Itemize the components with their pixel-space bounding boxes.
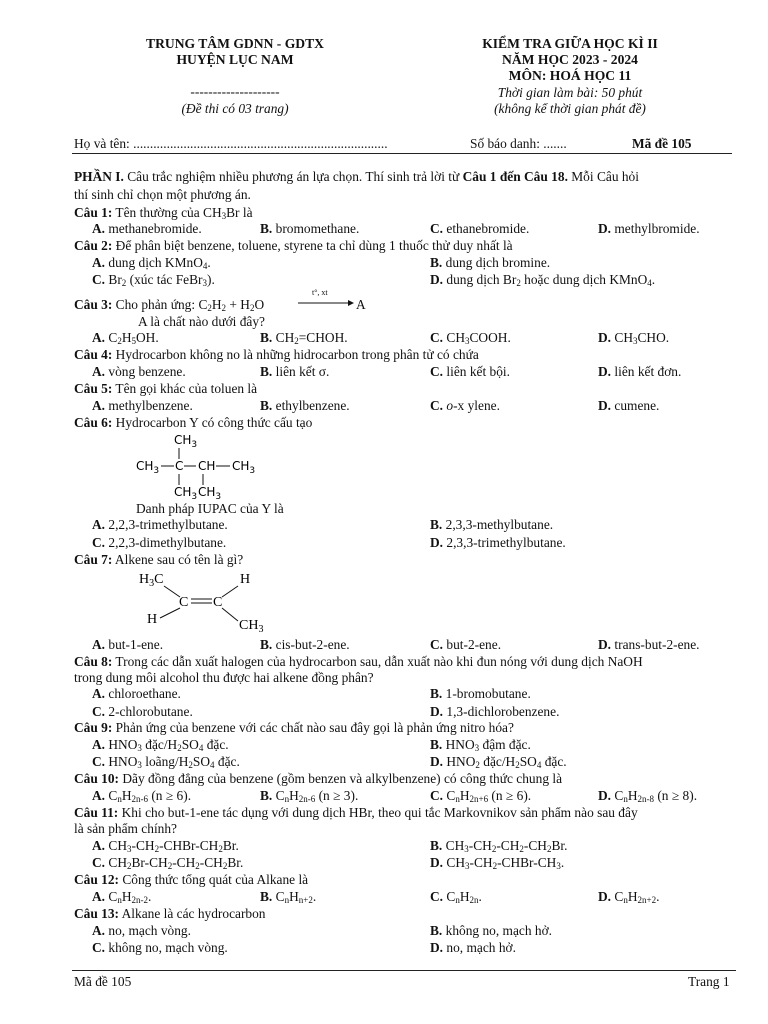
exam-title: KIỂM TRA GIỮA HỌC KÌ II <box>482 36 658 51</box>
question-7: Câu 7: Alkene sau có tên là gì? <box>74 552 244 567</box>
question-1: Câu 1: Tên thường của $CH_3Br$ là <box>74 205 253 221</box>
question-9-options-cd: C. $HNO_3$ loãng/$H_2SO_4$ đặc. D. $HNO_2$ đặc/$H_2SO_4$ đặc. <box>92 754 567 770</box>
svg-text:CH3: $CH_3$ <box>136 459 160 476</box>
structure-y-diagram <box>130 430 270 502</box>
footer-divider <box>72 970 736 971</box>
question-13: Câu 13: Alkane là các hydrocarbon <box>74 906 266 921</box>
reaction-condition: t°, xt <box>312 288 328 297</box>
time-limit: Thời gian làm bài: 50 phút <box>497 85 643 100</box>
question-8: Câu 8: Trong các dẫn xuất halogen của hydrocarbon sau, dẫn xuất nào khi đun nóng với dung dịch NaOH <box>74 654 643 669</box>
reaction-product: A <box>356 297 366 312</box>
question-8-line2: trong dung môi alcohol thu được hai alkene đồng phân? <box>74 670 374 685</box>
question-6-options-cd: C. 2,2,3-dimethylbutane. D. 2,3,3-trimethylbutane. <box>92 535 566 550</box>
question-2: Câu 2: Để phân biệt benzene, toluene, styrene ta chỉ dùng 1 thuốc thử duy nhất là <box>74 238 513 253</box>
student-name-field: Họ và tên: ............................................................................ <box>74 136 388 151</box>
question-3: Câu 3: Cho phản ứng: $C_2H_2 + H_2O$ <box>74 297 265 313</box>
svg-text:H: H <box>147 612 158 627</box>
footer-exam-code: Mã đề 105 <box>74 974 132 989</box>
question-2-options-ab: A. dung dịch KMnO$_4$. B. dung dịch bromine. <box>92 255 551 271</box>
question-6-options-ab: A. 2,2,3-trimethylbutane. B. 2,3,3-methylbutane. <box>92 517 554 532</box>
question-12: Câu 12: Công thức tổng quát của Alkane là <box>74 872 309 887</box>
question-10-options: A. $C_nH_{2n-6}$ (n ≥ 6). B. $C_nH_{2n-6}$ (n ≥ 3). C. $C_nH_{2n+6}$ (n ≥ 6). D. $C_nH_{2n-8}$ (n ≥ 8). <box>92 788 698 804</box>
svg-text:C: C <box>175 459 184 473</box>
question-4: Câu 4: Hydrocarbon không no là những hidrocarbon trong phân tử có chứa <box>74 347 479 362</box>
svg-text:H3C: $H_3C$ <box>139 572 164 589</box>
svg-text:CH3: $CH_3$ <box>174 485 198 502</box>
header-divider <box>72 153 732 154</box>
footer-page-number: Trang 1 <box>688 974 730 989</box>
question-6-line2: Danh pháp IUPAC của Y là <box>136 501 284 516</box>
section-instructions: PHẦN I. Câu trắc nghiệm nhiều phương án lựa chọn. Thí sinh trả lời từ Câu 1 đến Câu 18. Mỗi Câu hỏi <box>74 169 639 184</box>
question-9: Câu 9: Phản ứng của benzene với các chất nào sau đây gọi là phản ứng nitro hóa? <box>74 720 514 735</box>
question-6: Câu 6: Hydrocarbon Y có công thức cấu tạo <box>74 415 313 430</box>
question-5-options: A. methylbenzene. B. ethylbenzene. C. o-x ylene. D. cumene. <box>92 398 660 413</box>
question-1-options: A. methanebromide. B. bromomethane. C. ethanebromide. D. methylbromide. <box>92 221 700 236</box>
question-11: Câu 11: Khi cho but-1-ene tác dụng với dung dịch HBr, theo qui tắc Markovnikov sản phẩm nào sau đây <box>74 805 638 820</box>
svg-text:C: C <box>213 595 223 610</box>
alkene-structure-diagram <box>136 566 276 636</box>
header-dashes: -------------------- <box>190 84 280 99</box>
question-5: Câu 5: Tên gọi khác của toluen là <box>74 381 258 396</box>
question-3-line2: A là chất nào dưới đây? <box>138 314 266 329</box>
question-13-options-ab: A. no, mạch vòng. B. không no, mạch hở. <box>92 923 553 938</box>
question-2-options-cd: C. $Br_2$ (xúc tác FeBr$_3$). D. dung dịch $Br_2$ hoặc dung dịch KMnO$_4$. <box>92 272 656 288</box>
svg-text:CH3: $CH_3$ <box>198 485 222 502</box>
question-11-options-ab: A. $CH_3-CH_2-CHBr-CH_2Br$. B. $CH_3-CH_2-CH_2-CH_2Br$. <box>92 838 568 854</box>
svg-text:CH3: $CH_3$ <box>174 433 198 450</box>
question-12-options: A. $C_nH_{2n-2}$. B. $C_nH_{n+2}$. C. $C_nH_{2n}$. D. $C_nH_{2n+2}$. <box>92 889 660 905</box>
svg-text:CH3: $CH_3$ <box>239 618 264 635</box>
question-11-options-cd: C. $CH_2Br-CH_2-CH_2-CH_2Br$. D. $CH_3-CH_2-CHBr-CH_3$. <box>92 855 565 871</box>
question-3-options: A. $C_2H_5OH$. B. $CH_2=CHOH$. C. $CH_3COOH$. D. $CH_3CHO$. <box>92 330 670 346</box>
svg-text:H: H <box>240 572 251 587</box>
question-8-options-cd: C. 2-chlorobutane. D. 1,3-dichlorobenzene. <box>92 704 560 719</box>
student-id-field: Số báo danh: ....... <box>470 136 567 151</box>
svg-text:CH3: $CH_3$ <box>232 459 256 476</box>
question-4-options: A. vòng benzene. B. liên kết σ. C. liên kết bội. D. liên kết đơn. <box>92 364 682 379</box>
school-name: TRUNG TÂM GDNN - GDTX <box>146 36 324 51</box>
subject: MÔN: HOÁ HỌC 11 <box>508 68 632 83</box>
question-13-options-cd: C. không no, mạch vòng. D. no, mạch hở. <box>92 940 516 955</box>
time-note: (không kể thời gian phát đề) <box>494 101 646 116</box>
section-instructions-line2: thí sinh chỉ chọn một phương án. <box>74 187 251 202</box>
exam-code: Mã đề 105 <box>632 136 692 151</box>
district-name: HUYỆN LỤC NAM <box>176 52 294 67</box>
svg-text:C: C <box>179 595 189 610</box>
question-11-line2: là sản phẩm chính? <box>74 821 177 836</box>
question-8-options-ab: A. chloroethane. B. 1-bromobutane. <box>92 686 531 701</box>
school-year: NĂM HỌC 2023 - 2024 <box>502 52 638 67</box>
svg-text:CH: CH <box>198 459 216 473</box>
question-10: Câu 10: Dãy đồng đẳng của benzene (gồm benzen và alkylbenzene) có công thức chung là <box>74 771 563 786</box>
question-7-options: A. but-1-ene. B. cis-but-2-ene. C. but-2-ene. D. trans-but-2-ene. <box>92 637 700 652</box>
question-9-options-ab: A. $HNO_3$ đặc/$H_2SO_4$ đặc. B. $HNO_3$ đậm đặc. <box>92 737 531 753</box>
page-count-note: (Đề thi có 03 trang) <box>181 101 289 116</box>
